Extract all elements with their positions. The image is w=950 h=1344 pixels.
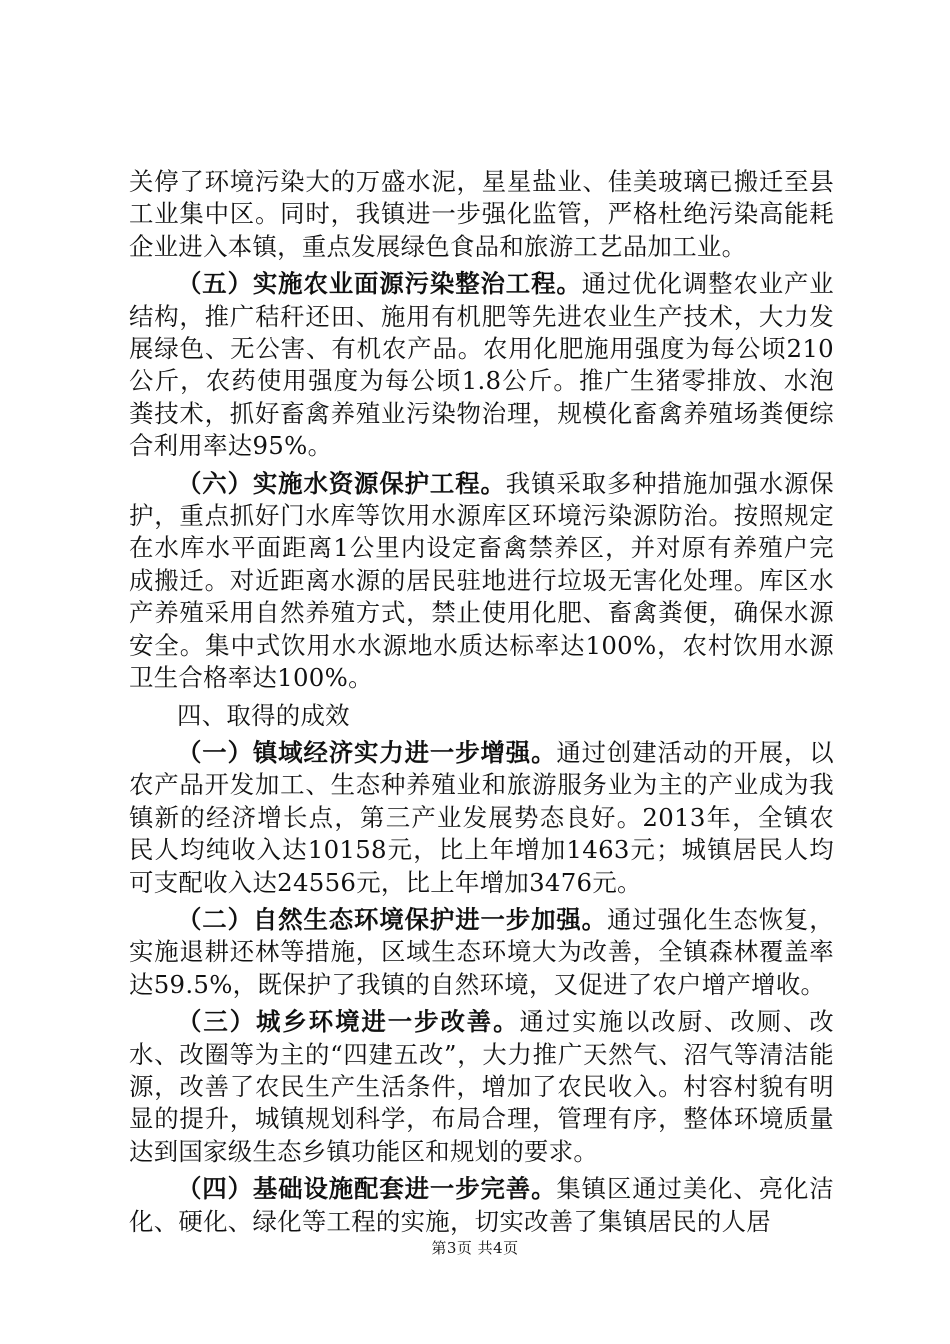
paragraph-urban-rural bbox=[129, 1006, 834, 1168]
paragraph-text: 通过强化生态恢复，实施退耕还林等措施，区域生态环境大为改善，全镇森林覆盖率达59.5%，既保护了我镇的自然环境，又促进了农户增产增收。 bbox=[129, 904, 834, 999]
section-heading-text: 四、取得的成效 bbox=[177, 700, 350, 730]
paragraph-lead: （三）城乡环境进一步改善。 bbox=[177, 1007, 520, 1037]
document-body bbox=[129, 166, 834, 1243]
paragraph-economy bbox=[129, 737, 834, 899]
paragraph-text: 关停了环境污染大的万盛水泥，星星盐业、佳美玻璃已搬迁至县工业集中区。同时，我镇进一步强化监管，严格杜绝污染高能耗企业进入本镇，重点发展绿色食品和旅游工艺品加工业。 bbox=[129, 167, 834, 261]
paragraph-water-protection bbox=[129, 468, 834, 695]
paragraph-text: 通过优化调整农业产业结构，推广秸秆还田、施用有机肥等先进农业生产技术，大力发展绿色、无公害、有机农产品。农用化肥施用强度为每公顷210公斤，农药使用强度为每公顷1.8公斤。推广生猪零排放、水泡粪技术，抓好畜禽养殖业污染物治理，规模化畜禽养殖场粪便综合利用率达95%。 bbox=[129, 269, 834, 461]
paragraph-lead: （四）基础设施配套进一步完善。 bbox=[177, 1174, 557, 1204]
section-heading-results bbox=[129, 700, 834, 732]
paragraph-agri-pollution bbox=[129, 268, 834, 462]
page-number-label: 第3页 共4页 bbox=[431, 1239, 519, 1257]
paragraph-lead: （五）实施农业面源污染整治工程。 bbox=[177, 269, 582, 299]
paragraph-text: 通过创建活动的开展，以农产品开发加工、生态种养殖业和旅游服务业为主的产业成为我镇新的经济增长点，第三产业发展势态良好。2013年，全镇农民人均纯收入达10158元，比上年增加1463元；城镇居民人均可支配收入达24556元，比上年增加3476元。 bbox=[129, 737, 834, 897]
paragraph-ecology bbox=[129, 904, 834, 1001]
paragraph-continued bbox=[129, 166, 834, 263]
paragraph-text: 通过实施以改厨、改厕、改水、改圈等为主的“四建五改”，大力推广天然气、沼气等清洁能源，改善了农民生产生活条件，增加了农民收入。村容村貌有明显的提升，城镇规划科学，布局合理，管理有序，整体环境质量达到国家级生态乡镇功能区和规划的要求。 bbox=[129, 1007, 834, 1166]
page-footer bbox=[0, 1237, 950, 1258]
paragraph-lead: （二）自然生态环境保护进一步加强。 bbox=[177, 904, 607, 934]
paragraph-text: 我镇采取多种措施加强水源保护，重点抓好门水库等饮用水源库区环境污染源防治。按照规定在水库水平面距离1公里内设定畜禽禁养区，并对原有养殖户完成搬迁。对近距离水源的居民驻地进行垃圾无害化处理。库区水产养殖采用自然养殖方式，禁止使用化肥、畜禽粪便，确保水源安全。集中式饮用水水源地水质达标率达100%，农村饮用水源卫生合格率达100%。 bbox=[129, 468, 834, 693]
paragraph-lead: （一）镇域经济实力进一步增强。 bbox=[177, 737, 557, 767]
paragraph-infrastructure bbox=[129, 1173, 834, 1238]
paragraph-lead: （六）实施水资源保护工程。 bbox=[177, 468, 506, 498]
paragraph-text: 集镇区通过美化、亮化洁化、硬化、绿化等工程的实施，切实改善了集镇居民的人居 bbox=[129, 1174, 834, 1236]
